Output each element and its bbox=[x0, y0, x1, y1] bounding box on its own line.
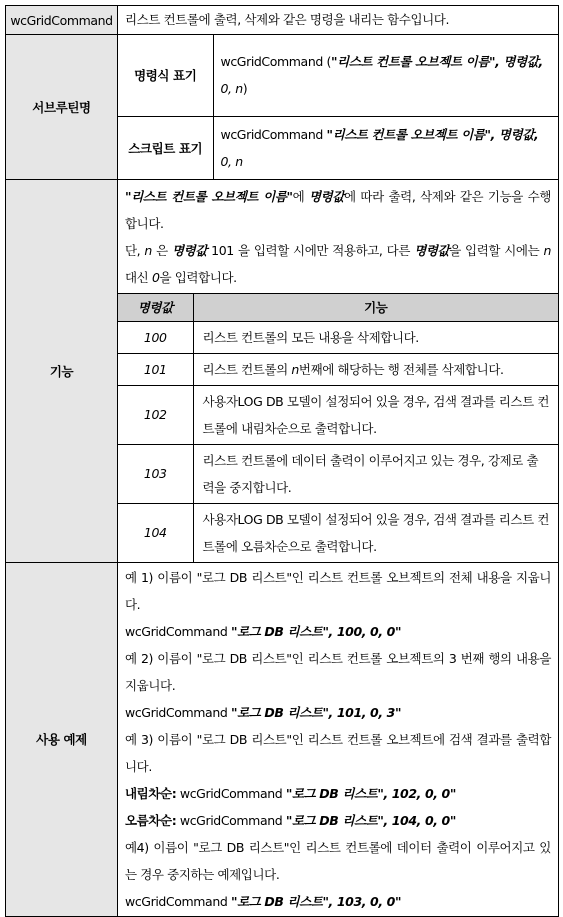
code-function: wcGridCommand bbox=[125, 623, 231, 639]
table-row bbox=[118, 444, 558, 503]
code-args: "로그 DB 리스트", 101, 0, 3" bbox=[230, 704, 402, 720]
desc-value: 리스트 컨트롤에 데이터 출력이 이루어지고 있는 경우, 강제로 출력을 중지합니다. bbox=[202, 452, 539, 495]
n-term: n bbox=[144, 242, 152, 258]
subroutine-table bbox=[118, 35, 558, 179]
desc-value: 사용자LOG DB 모델이 설정되어 있을 경우, 검색 결과를 리스트 컨트롤에 오름차순으로 출력합니다. bbox=[202, 511, 550, 554]
desc-value: 리스트 컨트롤의 bbox=[202, 361, 292, 377]
script-prefix: wcGridCommand bbox=[220, 126, 327, 142]
function-cell bbox=[118, 179, 559, 562]
code-value: 104 bbox=[143, 525, 167, 540]
summary-cell bbox=[118, 6, 559, 35]
notation-prefix: wcGridCommand ( bbox=[220, 54, 331, 70]
notation-suffix: ) bbox=[242, 81, 248, 97]
command-value-term: 명령값 bbox=[309, 188, 345, 204]
desc-cell bbox=[193, 503, 558, 562]
subroutine-label-cell bbox=[6, 35, 118, 180]
script-label: 스크립트 표기 bbox=[128, 140, 203, 156]
desc-cell bbox=[193, 385, 558, 444]
desc-cell bbox=[193, 321, 558, 353]
object-name-term: "리스트 컨트롤 오브젝트 이름" bbox=[125, 188, 293, 204]
code-cell bbox=[118, 321, 193, 353]
command-header-desc bbox=[193, 293, 558, 321]
code-function: wcGridCommand bbox=[125, 893, 231, 909]
text-run: 을 입력할 시에는 bbox=[449, 242, 544, 258]
table-row bbox=[118, 503, 558, 562]
table-row bbox=[118, 321, 558, 353]
header-desc-label: 기능 bbox=[364, 300, 388, 315]
notation-arg1: "리스트 컨트롤 오브젝트 이름", 명령값, bbox=[330, 54, 543, 70]
code-function: wcGridCommand bbox=[125, 704, 231, 720]
text-run: 에 bbox=[292, 188, 309, 204]
text-run: 을 입력합니다. bbox=[159, 269, 237, 285]
subroutine-cell bbox=[118, 35, 559, 180]
header-code-label: 명령값 bbox=[137, 300, 173, 315]
command-value-term: 명령값 bbox=[171, 242, 207, 258]
text-run: 단, bbox=[125, 242, 145, 258]
zero-term: 0 bbox=[151, 269, 160, 285]
function-name: wcGridCommand bbox=[10, 12, 113, 28]
code-value: 103 bbox=[143, 466, 167, 481]
command-value-term: 명령값 bbox=[414, 242, 450, 258]
desc-cell bbox=[193, 444, 558, 503]
code-args: "로그 DB 리스트", 100, 0, 0" bbox=[230, 623, 402, 639]
notation-label-cell bbox=[118, 35, 213, 116]
code-function: wcGridCommand bbox=[176, 812, 286, 828]
desc-value: 리스트 컨트롤의 모든 내용을 삭제합니다. bbox=[202, 329, 419, 345]
example-4-text: 예4) 이름이 "로그 DB 리스트"인 리스트 컨트롤에 데이터 출력이 이루어지고 있는 경우 중지하는 예제입니다. bbox=[125, 839, 551, 882]
code-value: 100 bbox=[143, 329, 167, 345]
examples-cell bbox=[118, 562, 559, 916]
notation-cell bbox=[213, 35, 558, 116]
desc-value: 번째에 해당하는 행 전체를 삭제합니다. bbox=[298, 361, 504, 377]
function-name-cell bbox=[6, 6, 118, 35]
table-row bbox=[118, 353, 558, 385]
function-reference-table bbox=[5, 5, 559, 917]
function-paragraph-2 bbox=[125, 237, 551, 291]
example-1-text: 예 1) 이름이 "로그 DB 리스트"인 리스트 컨트롤 오브젝트의 전체 내용을 지웁니다. bbox=[125, 569, 551, 612]
n-term: n bbox=[543, 242, 551, 258]
text-run: 에 따라 출력, 삭제와 같은 기능을 수행합니다. bbox=[125, 188, 552, 231]
code-value: 101 bbox=[143, 361, 167, 377]
subroutine-label: 서브루틴명 bbox=[32, 99, 91, 115]
example-3-descending bbox=[125, 780, 551, 807]
code-args: "로그 DB 리스트", 104, 0, 0" bbox=[285, 812, 456, 828]
code-cell bbox=[118, 503, 193, 562]
code-cell bbox=[118, 385, 193, 444]
notation-arg2: 0, n bbox=[220, 81, 243, 97]
function-paragraph-1 bbox=[125, 183, 551, 237]
script-arg2: 0, n bbox=[220, 153, 243, 169]
script-cell bbox=[213, 116, 558, 179]
examples-label-cell bbox=[6, 562, 118, 916]
code-cell bbox=[118, 353, 193, 385]
example-2-code bbox=[125, 699, 551, 726]
text-run: 101 을 입력할 시에만 적용하고, 다른 bbox=[207, 242, 415, 258]
command-header-code bbox=[118, 293, 193, 321]
example-3-ascending bbox=[125, 807, 551, 834]
descending-label: 내림차순: bbox=[125, 785, 177, 801]
function-label: 기능 bbox=[49, 363, 74, 379]
command-table bbox=[118, 293, 558, 562]
text-run: 대신 bbox=[125, 269, 152, 285]
example-3-text: 예 3) 이름이 "로그 DB 리스트"인 리스트 컨트롤 오브젝트에 검색 결과를 출력합니다. bbox=[125, 731, 551, 774]
script-arg1: "리스트 컨트롤 오브젝트 이름", 명령값, bbox=[326, 126, 539, 142]
code-cell bbox=[118, 444, 193, 503]
function-description bbox=[118, 180, 558, 293]
example-4-code bbox=[125, 888, 551, 915]
code-args: "로그 DB 리스트", 102, 0, 0" bbox=[285, 785, 456, 801]
code-function: wcGridCommand bbox=[176, 785, 286, 801]
example-1-code bbox=[125, 618, 551, 645]
examples-label: 사용 예제 bbox=[36, 732, 87, 747]
summary-text: 리스트 컨트롤에 출력, 삭제와 같은 명령을 내리는 함수입니다. bbox=[125, 12, 450, 27]
code-value: 102 bbox=[143, 407, 167, 422]
notation-label: 명령식 표기 bbox=[134, 68, 197, 84]
ascending-label: 오름차순: bbox=[125, 812, 177, 828]
text-run: 은 bbox=[151, 242, 172, 258]
desc-value: 사용자LOG DB 모델이 설정되어 있을 경우, 검색 결과를 리스트 컨트롤에 내림차순으로 출력합니다. bbox=[202, 393, 550, 436]
code-args: "로그 DB 리스트", 103, 0, 0" bbox=[230, 893, 402, 909]
table-row bbox=[118, 385, 558, 444]
desc-cell bbox=[193, 353, 558, 385]
script-label-cell bbox=[118, 116, 213, 179]
function-label-cell bbox=[6, 179, 118, 562]
example-2-text: 예 2) 이름이 "로그 DB 리스트"인 리스트 컨트롤 오브젝트의 3 번째 행의 내용을 지웁니다. bbox=[125, 650, 551, 693]
n-term: n bbox=[291, 361, 299, 377]
